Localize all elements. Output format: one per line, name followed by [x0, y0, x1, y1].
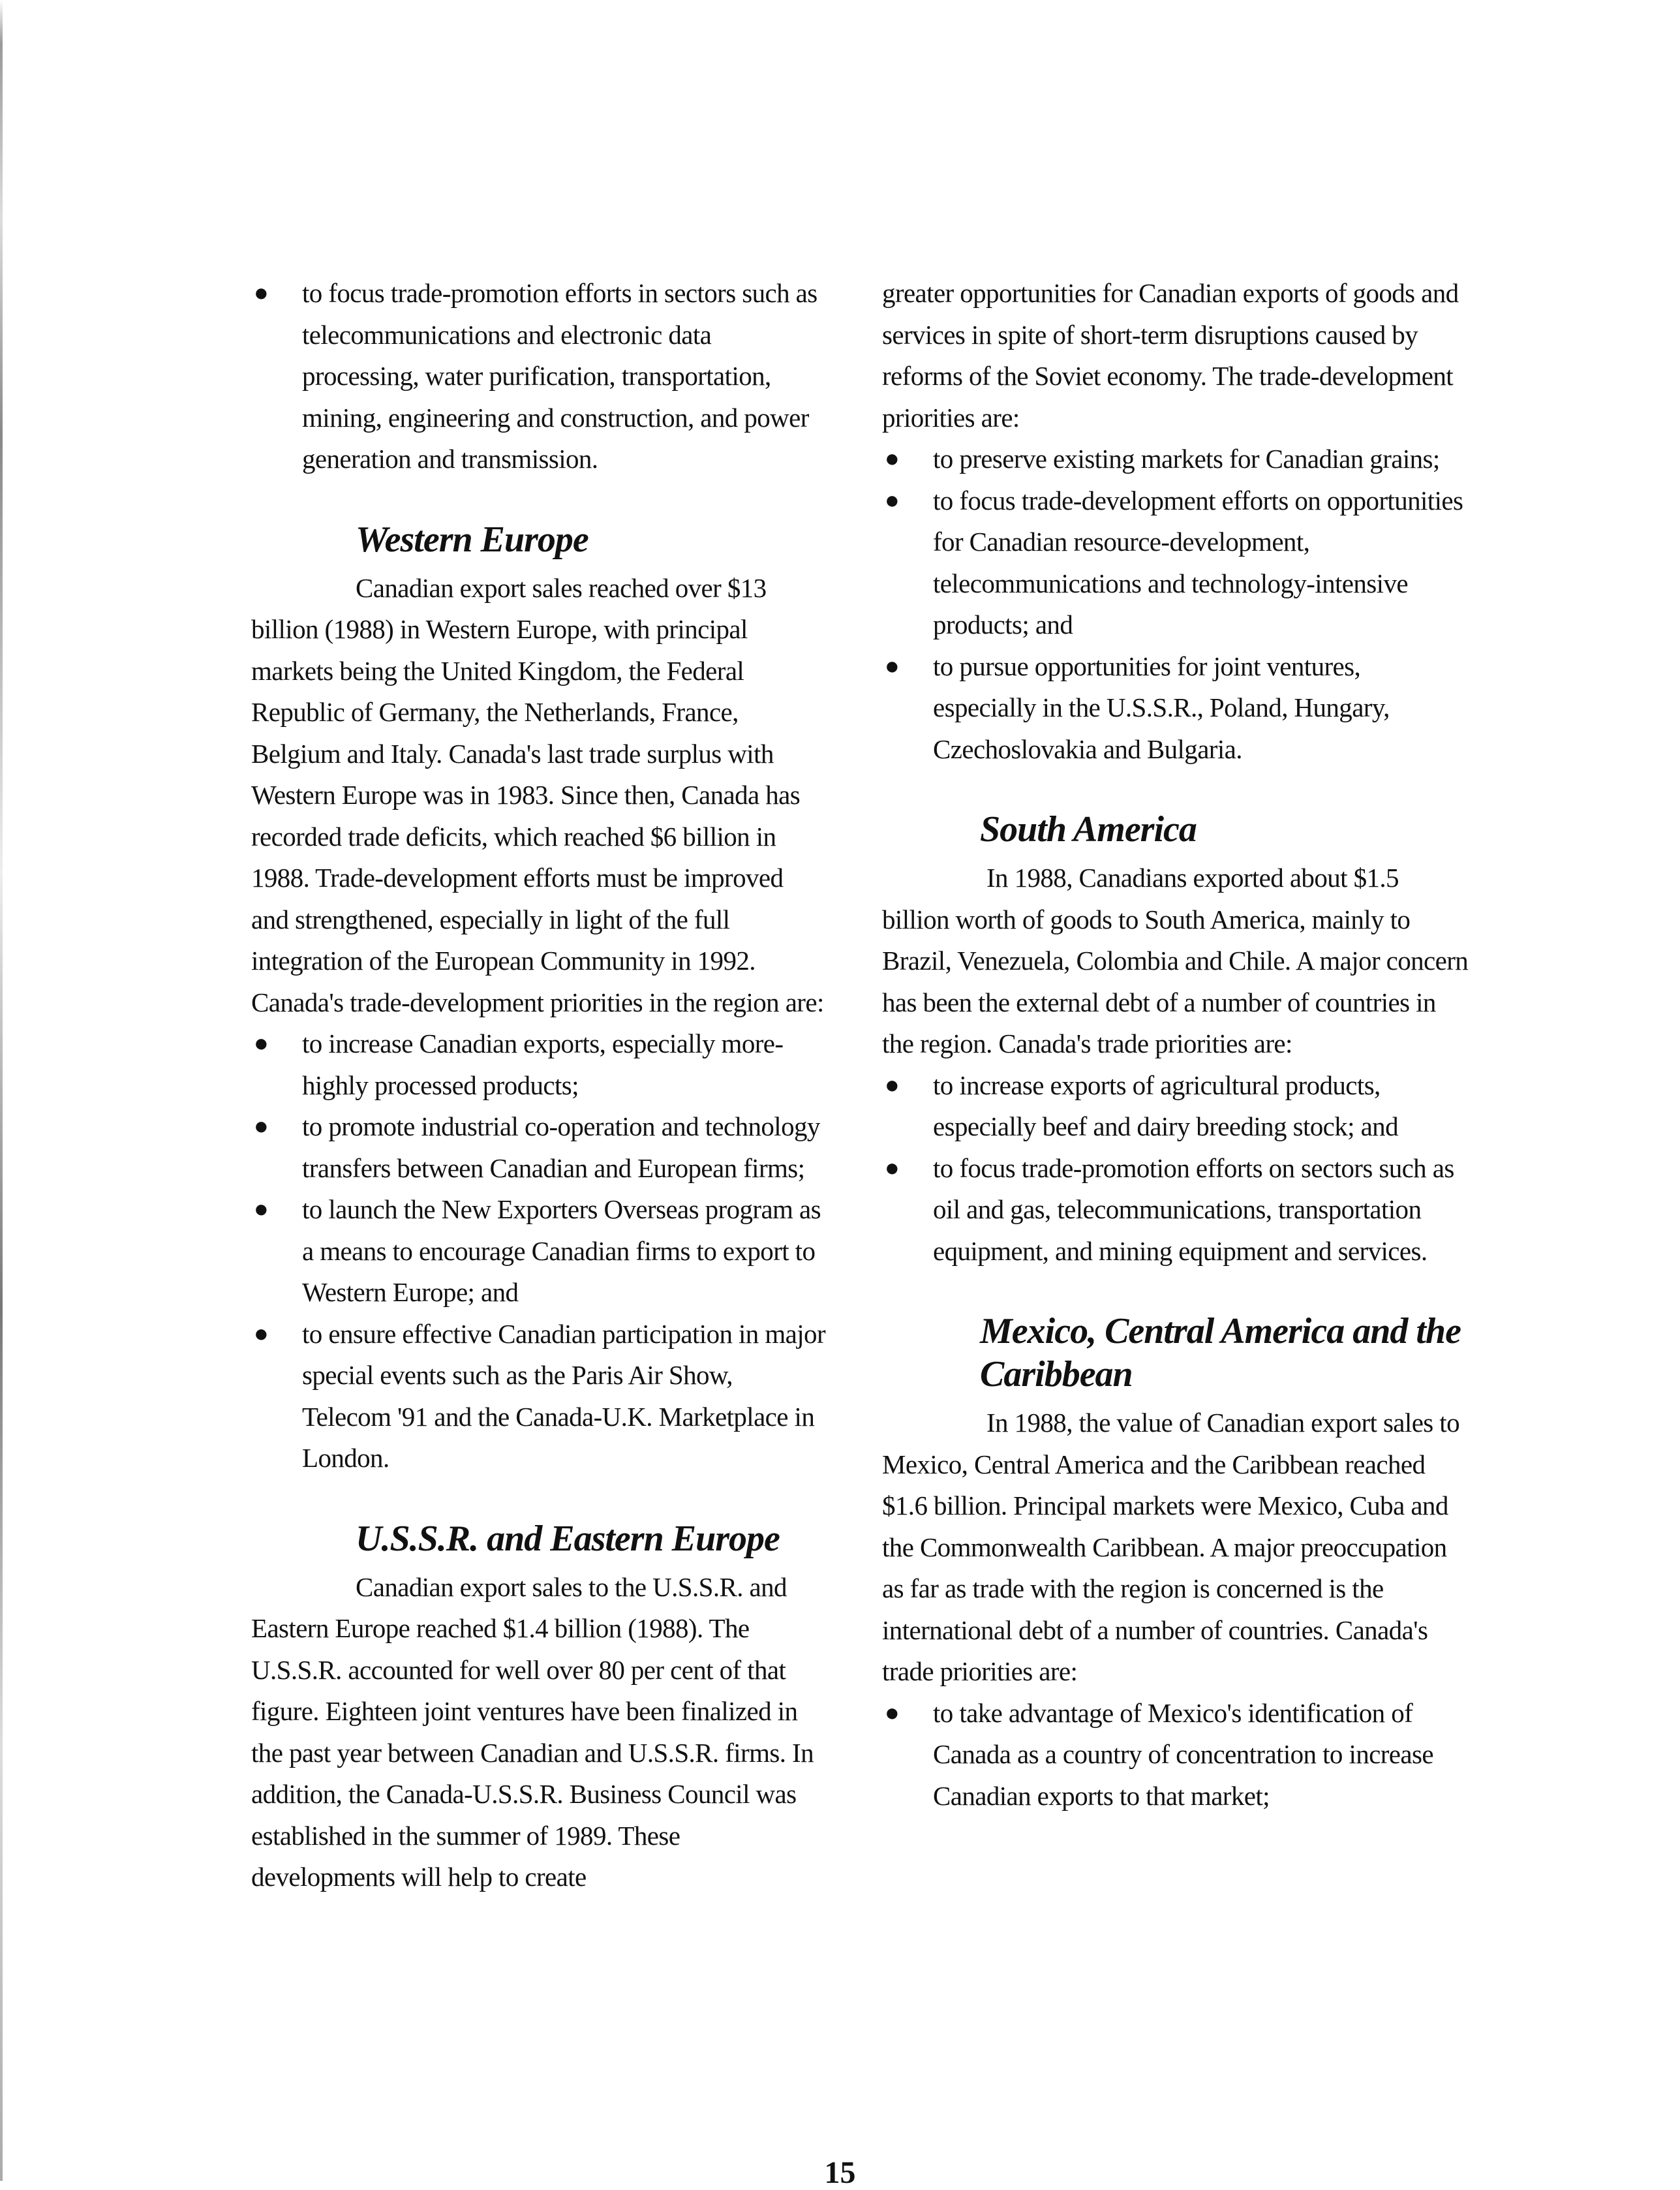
western-europe-paragraph: Canadian export sales reached over $13 billion (1988) in Western Europe, with principal markets being the United Kingdom, the Federal Republic of Germany, the Netherlands, France, Belgium and Italy. Canada's last trade surplus with Western Europe was in 1983. Since then, Canada has recorded trade deficits, which reached $6 billion in 1988. Trade-development efforts must be improved and strengthened, especially in light of the full integration of the European Community in 1992. Canada's trade-development priorities in the region are:: [251, 572, 824, 1017]
list-item-text: to promote industrial co-operation and technology transfers between Canadian and European firms;: [302, 1111, 820, 1183]
list-item: [882, 1065, 1469, 1148]
list-item-text: to focus trade-promotion efforts on sectors such as oil and gas, telecommunications, transportation equipment, and mining equipment and services.: [933, 1152, 1454, 1266]
list-item: [882, 480, 1469, 646]
list-item: [251, 1106, 825, 1189]
western-europe-bullet-list: [251, 1023, 825, 1479]
ussr-bullet-list: [882, 439, 1469, 770]
list-item: [251, 1023, 825, 1106]
intro-bullet-list: [251, 273, 825, 480]
ussr-paragraph: Canadian export sales to the U.S.S.R. and Eastern Europe reached $1.4 billion (1988). The U.S.S.R. accounted for well over 80 per cent of that figure. Eighteen joint ventures have been finalized in the past year between Canadian and U.S.S.R. firms. In addition, the Canada-U.S.S.R. Business Council was established in the summer of 1989. These developments will help to create: [251, 1571, 814, 1892]
bullet-icon: ●: [253, 1195, 269, 1223]
heading-mexico-central-america: Mexico, Central America and the Caribbean: [980, 1311, 1461, 1395]
list-item-text: to ensure effective Canadian participation in major special events such as the Paris Air Show, Telecom '91 and the Canada-U.K. Marketplace in London.: [302, 1318, 825, 1473]
heading-south-america: South America: [980, 809, 1197, 850]
list-item-text: to launch the New Exporters Overseas program as a means to encourage Canadian firms to export to Western Europe; and: [302, 1194, 821, 1307]
left-column: [251, 273, 825, 1898]
list-item: [882, 439, 1469, 480]
bullet-icon: ●: [884, 1154, 900, 1182]
scan-edge: [0, 0, 3, 2181]
ussr-continued-paragraph: greater opportunities for Canadian exports of goods and services in spite of short-term disruptions caused by reforms of the Soviet economy. The trade-development priorities are:: [882, 278, 1459, 433]
bullet-icon: ●: [884, 1699, 900, 1727]
right-column: [882, 273, 1469, 1817]
page-number: 15: [824, 2155, 856, 2190]
list-item: [251, 273, 825, 480]
bullet-icon: ●: [253, 1319, 269, 1348]
list-item: [251, 1189, 825, 1314]
bullet-icon: ●: [884, 1071, 900, 1099]
bullet-icon: ●: [884, 486, 900, 514]
bullet-icon: ●: [253, 1030, 269, 1057]
heading-western-europe: Western Europe: [356, 519, 588, 560]
south-america-paragraph: In 1988, Canadians exported about $1.5 billion worth of goods to South America, mainly to Brazil, Venezuela, Colombia and Chile. A major concern has been the external debt of a number of countries in the region. Canada's trade priorities are:: [882, 863, 1469, 1058]
list-item: [882, 646, 1469, 771]
list-item-text: to focus trade-promotion efforts in sectors such as telecommunications and electronic data processing, water purification, transportation, mining, engineering and construction, and power generation and transmission.: [302, 278, 817, 474]
list-item-text: to pursue opportunities for joint ventures, especially in the U.S.S.R., Poland, Hungary, Czechoslovakia and Bulgaria.: [933, 651, 1390, 764]
list-item-text: to preserve existing markets for Canadian grains;: [933, 444, 1440, 474]
list-item: [882, 1693, 1469, 1817]
list-item: [251, 1314, 825, 1479]
bullet-icon: ●: [253, 279, 269, 307]
mexico-bullet-list: [882, 1693, 1469, 1817]
bullet-icon: ●: [884, 445, 900, 472]
list-item-text: to take advantage of Mexico's identification of Canada as a country of concentration to increase Canadian exports to that market;: [933, 1697, 1433, 1811]
mexico-paragraph: In 1988, the value of Canadian export sales to Mexico, Central America and the Caribbean reached $1.6 billion. Principal markets were Mexico, Cuba and the Commonwealth Caribbean. A major preoccupation as far as trade with the region is concerned is the international debt of a number of countries. Canada's trade priorities are:: [882, 1408, 1459, 1686]
list-item-text: to increase Canadian exports, especially more-highly processed products;: [302, 1028, 784, 1100]
list-item-text: to increase exports of agricultural products, especially beef and dairy breeding stock; and: [933, 1070, 1398, 1141]
heading-ussr-eastern-europe: U.S.S.R. and Eastern Europe: [356, 1518, 780, 1559]
bullet-icon: ●: [884, 652, 900, 680]
list-item: [882, 1148, 1469, 1272]
south-america-bullet-list: [882, 1065, 1469, 1272]
list-item-text: to focus trade-development efforts on opportunities for Canadian resource-development, telecommunications and technology-intensive products; and: [933, 485, 1463, 640]
bullet-icon: ●: [253, 1113, 269, 1140]
